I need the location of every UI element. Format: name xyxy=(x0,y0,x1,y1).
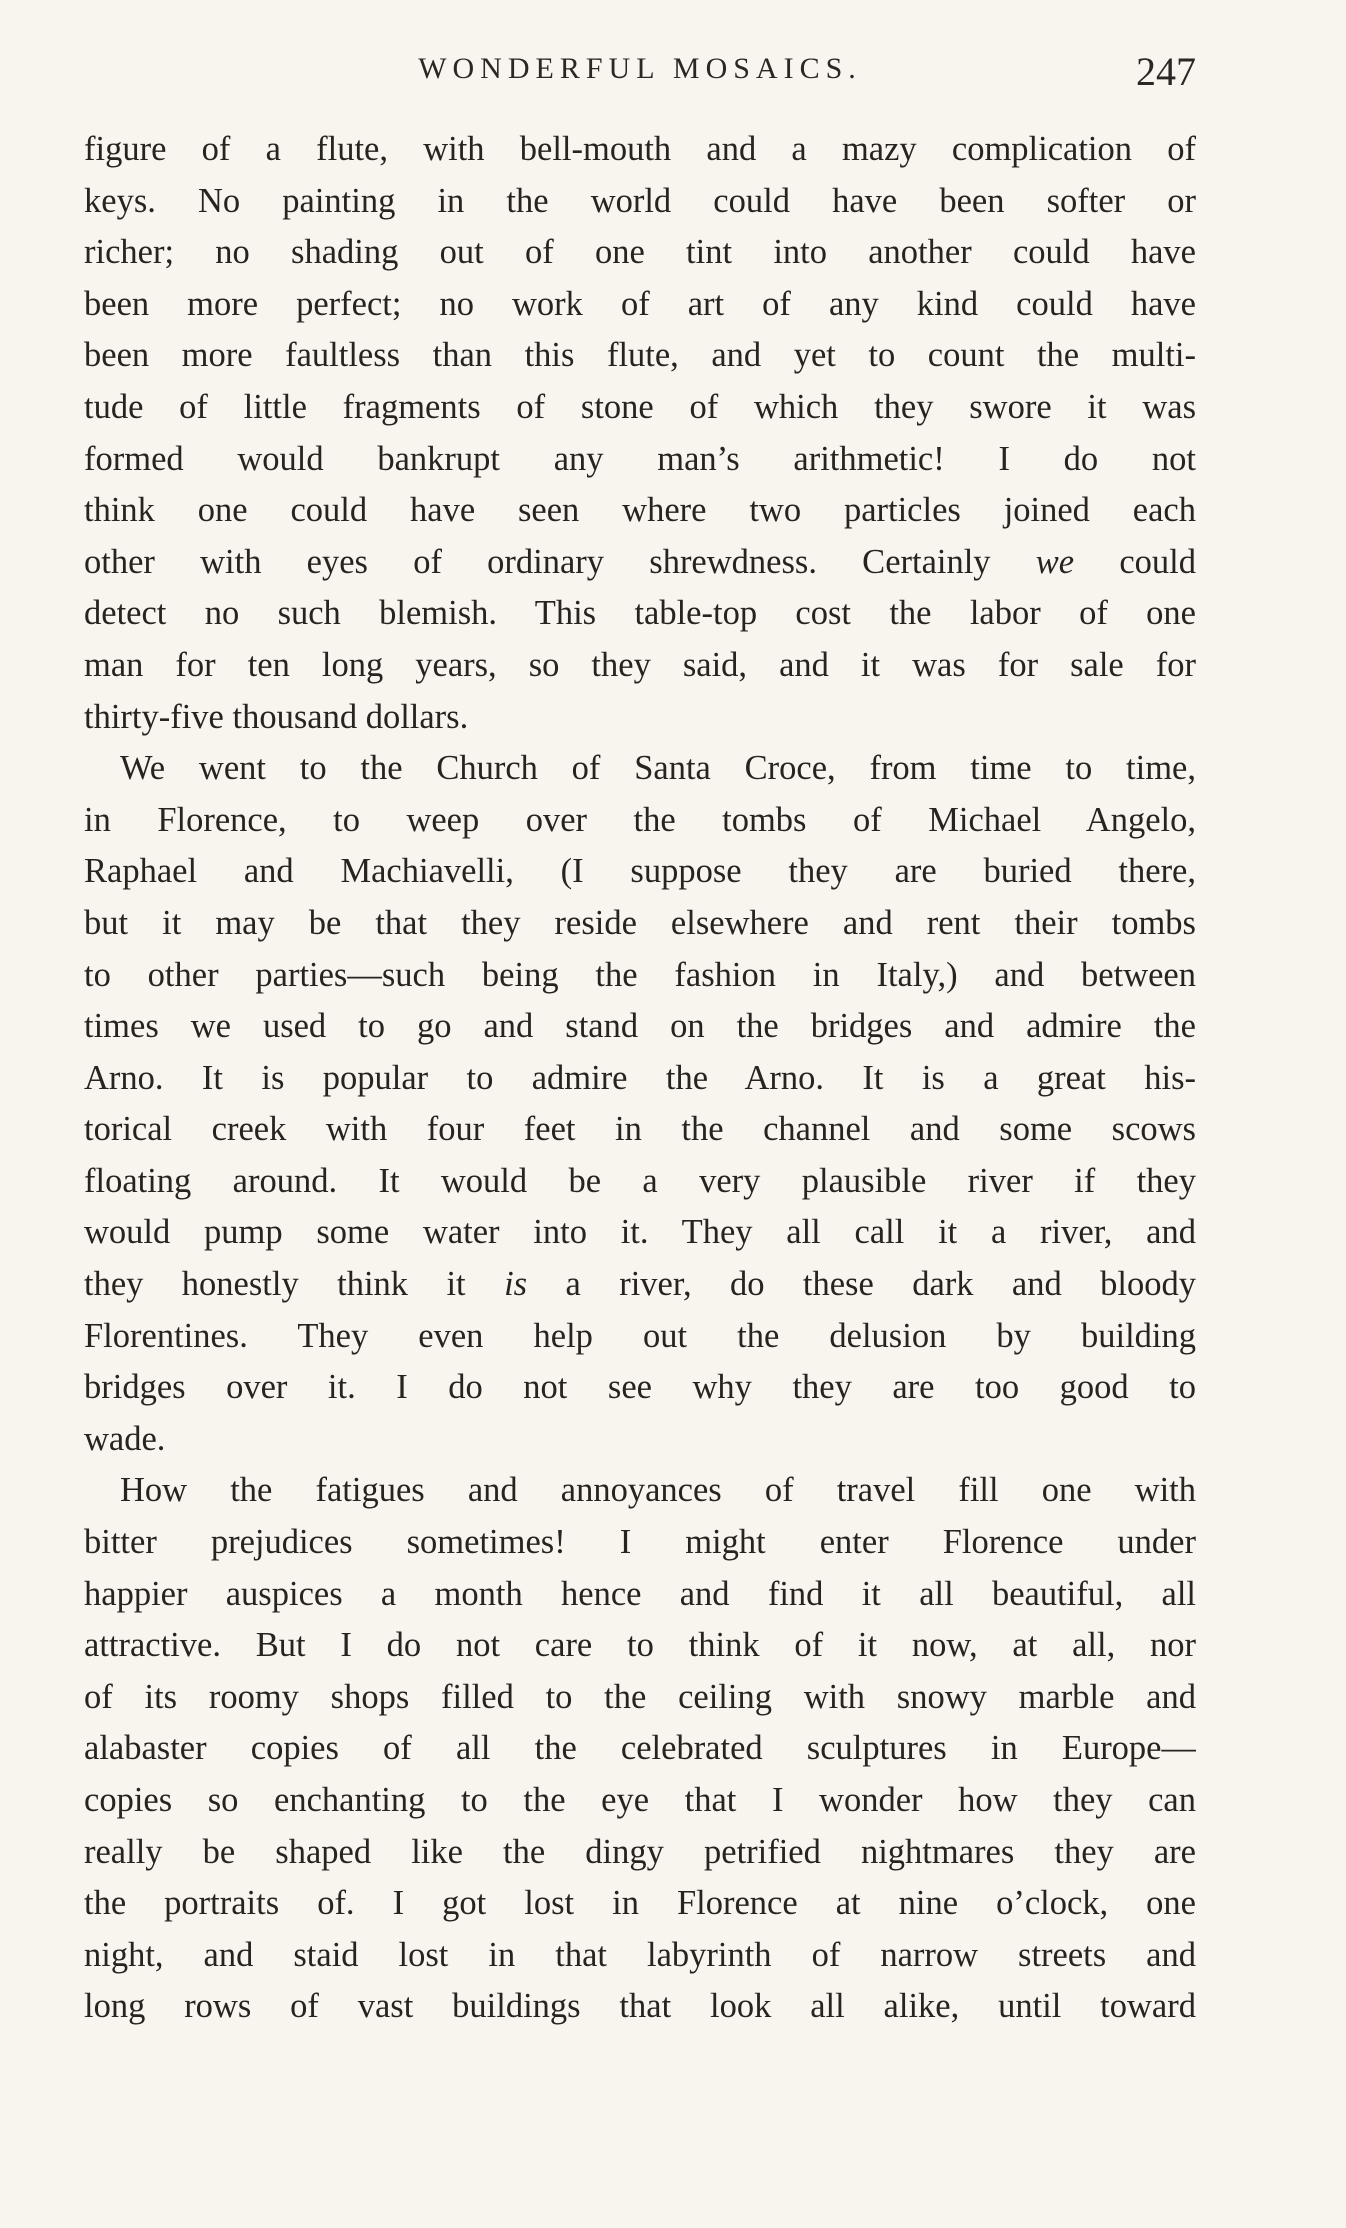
text-line: Raphael and Machiavelli, (I suppose they are buried there, xyxy=(84,852,1196,891)
page-header xyxy=(84,48,1196,98)
text-line: floating around. It would be a very plausible river if they xyxy=(84,1161,1196,1200)
text-line: detect no such blemish. This table-top cost the labor of one xyxy=(84,594,1196,633)
page-number: 247 xyxy=(1136,49,1196,94)
text-line: formed would bankrupt any man’s arithmetic! I do not xyxy=(84,439,1196,478)
text-line xyxy=(84,537,1196,589)
text-run: a river, do these dark and bloody xyxy=(527,1265,1196,1304)
text-line: richer; no shading out of one tint into another could have xyxy=(84,233,1196,272)
text-line: Florentines. They even help out the delusion by building xyxy=(84,1316,1196,1355)
text-line xyxy=(84,1259,1196,1311)
text-line: of its roomy shops filled to the ceiling with snowy marble and xyxy=(84,1677,1196,1716)
text-line: happier auspices a month hence and find it all beautiful, all xyxy=(84,1574,1196,1613)
text-line: keys. No painting in the world could have been softer or xyxy=(84,181,1196,220)
text-line: to other parties—such being the fashion in Italy,) and between xyxy=(84,955,1196,994)
text-line: copies so enchanting to the eye that I wonder how they can xyxy=(84,1781,1196,1819)
body-text xyxy=(84,124,1196,2033)
text-line: times we used to go and stand on the bridges and admire the xyxy=(84,1007,1196,1046)
running-title: WONDERFUL MOSAICS. xyxy=(418,52,862,85)
text-line: wade. xyxy=(84,1419,166,1458)
text-line: think one could have seen where two particles joined each xyxy=(84,491,1196,530)
text-line: torical creek with four feet in the channel and some scows xyxy=(84,1110,1196,1149)
text-line: the portraits of. I got lost in Florence at nine o’clock, one xyxy=(84,1884,1196,1923)
text-line: in Florence, to weep over the tombs of Michael Angelo, xyxy=(84,800,1196,839)
text-line: We went to the Church of Santa Croce, from time to time, xyxy=(120,749,1196,788)
text-line: bridges over it. I do not see why they are too good to xyxy=(84,1368,1196,1407)
text-line: but it may be that they reside elsewhere and rent their tombs xyxy=(84,903,1196,942)
text-run: could xyxy=(1074,542,1196,581)
text-line: thirty-five thousand dollars. xyxy=(84,697,469,736)
text-line: tude of little fragments of stone of which they swore it was xyxy=(84,387,1196,426)
text-line: been more perfect; no work of art of any kind could have xyxy=(84,284,1196,323)
text-line: night, and staid lost in that labyrinth of narrow streets and xyxy=(84,1935,1196,1974)
text-run: other with eyes of ordinary shrewdness. Certainly xyxy=(84,542,1036,581)
text-line: How the fatigues and annoyances of travel fill one with xyxy=(120,1471,1196,1510)
text-line: figure of a flute, with bell-mouth and a mazy complication of xyxy=(84,130,1196,168)
text-line: Arno. It is popular to admire the Arno. It is a great his- xyxy=(84,1058,1196,1097)
text-line: would pump some water into it. They all call it a river, and xyxy=(84,1213,1196,1252)
text-run: they honestly think it xyxy=(84,1265,505,1304)
italic-emphasis: we xyxy=(1035,542,1075,581)
text-line: bitter prejudices sometimes! I might enter Florence under xyxy=(84,1523,1196,1562)
text-line: attractive. But I do not care to think of it now, at all, nor xyxy=(84,1626,1196,1665)
italic-emphasis: is xyxy=(504,1265,528,1304)
text-line: man for ten long years, so they said, and it was for sale for xyxy=(84,645,1196,684)
text-line: long rows of vast buildings that look all alike, until toward xyxy=(84,1987,1196,2026)
text-line: been more faultless than this flute, and yet to count the multi- xyxy=(84,336,1196,375)
text-line: really be shaped like the dingy petrified nightmares they are xyxy=(84,1832,1196,1871)
text-line: alabaster copies of all the celebrated sculptures in Europe— xyxy=(84,1729,1196,1768)
